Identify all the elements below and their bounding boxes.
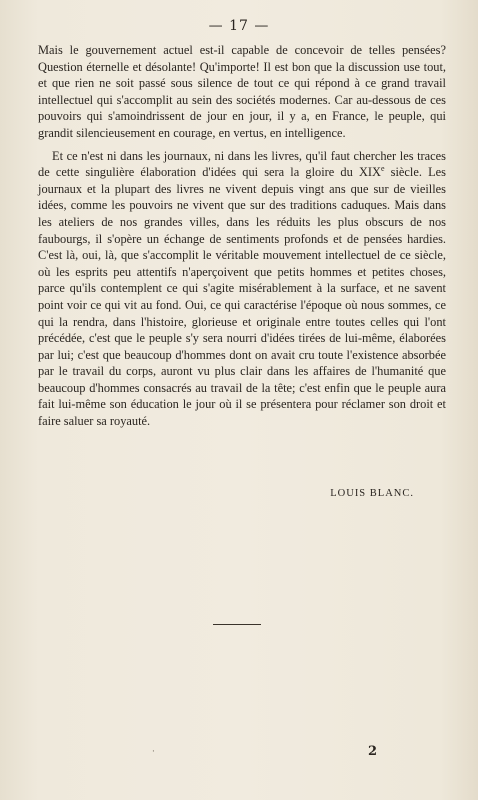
footer-mark: ·	[152, 747, 155, 757]
paragraph-2	[38, 148, 446, 430]
author-signature: LOUIS BLANC.	[330, 488, 414, 499]
paragraph-2-text-end: siècle. Les journaux et la plupart des livres ne vivent depuis vingt ans que sur de vieilles idées, comme les pouvoirs ne vivent que sur des traditions caduques. Mais dans les ateliers de nos grandes villes, dans les réduits les plus obscurs de nos faubourgs, il s'opère un échange de sentiments profonds et de pensées hardies. C'est là, oui, là, que s'accomplit le véritable mouvement intellectuel de ce siècle, où les esprits peu attentifs n'aperçoivent que petits hommes et petites choses, parce qu'ils contemplent ce qui s'agite misérablement à la surface, et ne savent point voir ce qui vit au fond. Oui, ce qui caractérise l'époque où nous sommes, ce qui la rendra, dans l'histoire, glorieuse et originale entre toutes celles qui l'ont précédée, c'est que le peuple s'y sera nourri d'idées tirées de lui-même, élaborées par lui; c'est que beaucoup d'hommes dont on avait cru toute l'existence absorbée par le travail du corps, auront vu plus clair dans les affaires de l'humanité que beaucoup d'hommes consacrés au travail de la tête; c'est enfin que le peuple aura fait lui-même son éducation le jour où il se présentera pour réclamer son droit et faire saluer sa royauté.	[38, 165, 446, 429]
paragraph-2-text-start: Et ce n'est ni dans les journaux, ni dans les livres, qu'il faut chercher les traces de cette singulière élaboration d'idées qui sera la gloire du XIX	[38, 148, 446, 180]
body-text	[38, 42, 446, 436]
century-superscript: e	[380, 164, 385, 174]
paragraph-1	[38, 42, 446, 142]
paragraph-1-text: Mais le gouvernement actuel est-il capable de concevoir de telles pensées? Question éternelle et désolante! Qu'importe! Il est bon que la discussion use tout, et que rien ne soit passé sous silence de tout ce qui répond à ce grand travail intellectuel qui s'accomplit au sein des sociétés modernes. Car au-dessous de ces pouvoirs qui s'amoindrissent de jour en jour, il y a, en France, le peuple, qui grandit silencieusement en courage, en vertus, en intelligence.	[38, 43, 446, 140]
end-rule	[213, 624, 261, 625]
signature-number: 2	[368, 744, 378, 759]
page-number: — 17 —	[208, 18, 270, 34]
